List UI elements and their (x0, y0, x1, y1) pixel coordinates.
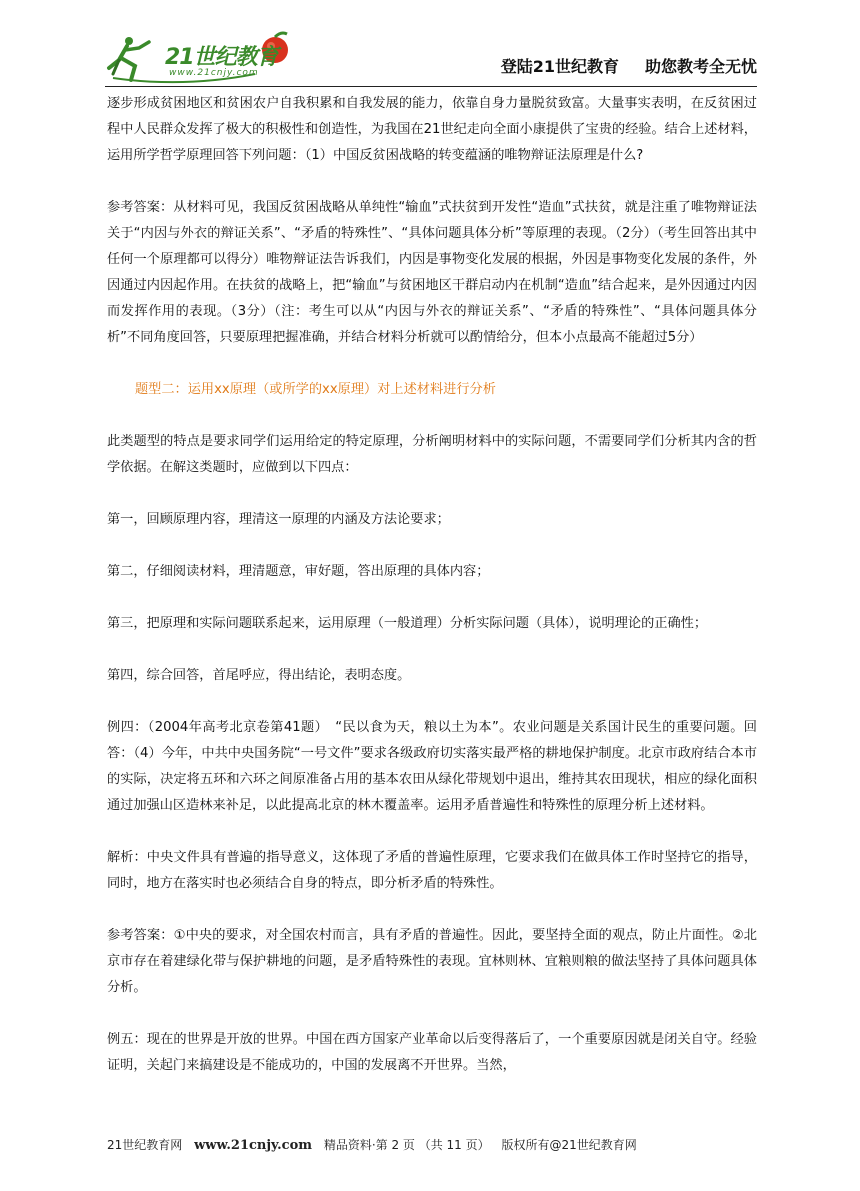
paragraph: 第一，回顾原理内容，理清这一原理的内涵及方法论要求； (107, 512, 450, 527)
footer-site: 21世纪教育网 (107, 1138, 183, 1152)
document-body (107, 91, 757, 1079)
paragraph: 参考答案：从材料可见，我国反贫困战略从单纯性“输血”式扶贫到开发性“造血”式扶贫，就是注重了唯物辩证法关于“内因与外衣的辩证关系”、“矛盾的特殊性”、“具体问题具体分析”等原理的表现。（2分）（考生回答出其中任何一个原理都可以得分）唯物辩证法告诉我们，内因是事物变化发展的根据，外因是事物变化发展的条件，外因通过内因起作用。在扶贫的战略上，把“输血”与贫困地区干群启动内在机制“造血”结合起来，是外因通过内因而发挥作用的表现。（3分）（注：考生可以从“内因与外衣的辩证关系”、“矛盾的特殊性”、“具体问题具体分析”不同角度回答，只要原理把握准确，并结合材料分析就可以酌情给分，但本小点最高不能超过5分） (107, 200, 757, 345)
slogan-right: 助您教考全无忧 (644, 57, 757, 76)
paragraph: 逐步形成贫困地区和贫困农户自我积累和自我发展的能力，依靠自身力量脱贫致富。大量事实表明，在反贫困过程中人民群众发挥了极大的积极性和创造性，为我国在21世纪走向全面小康提供了宝贵的经验。结合上述材料，运用所学哲学原理回答下列问题：（1）中国反贫困战略的转变蕴涵的唯物辩证法原理是什么? (107, 96, 757, 163)
logo-title: 21世纪教育 (165, 45, 278, 70)
paragraph: 第二，仔细阅读材料，理清题意，审好题，答出原理的具体内容； (107, 564, 490, 579)
footer-copyright: 版权所有@21世纪教育网 (501, 1138, 637, 1152)
header-divider (105, 86, 757, 87)
paragraph: 例四：（2004年高考北京卷第41题） “民以食为天，粮以土为本”。农业问题是关系国计民生的重要问题。回答：（4）今年，中共中央国务院“一号文件”要求各级政府切实落实最严格的耕地保护制度。北京市政府结合本市的实际，决定将五环和六环之间原准备占用的基本农田从绿化带规划中退出，维持其农田现状，相应的绿化面积通过加强山区造林来补足，以此提高北京的林木覆盖率。运用矛盾普遍性和特殊性的原理分析上述材料。 (107, 720, 757, 813)
blank-line (107, 897, 757, 923)
blank-line (107, 819, 757, 845)
blank-line (107, 403, 757, 429)
blank-line (107, 169, 757, 195)
blank-line (107, 689, 757, 715)
paragraph: 此类题型的特点是要求同学们运用给定的特定原理，分析阐明材料中的实际问题，不需要同学们分析其内含的哲学依据。在解这类题时，应做到以下四点： (107, 434, 757, 475)
blank-line (107, 585, 757, 611)
paragraph: 第三，把原理和实际问题联系起来，运用原理（一般道理）分析实际问题（具体），说明理论的正确性； (107, 616, 708, 631)
logo-url: www.21cnjy.com (169, 68, 259, 78)
section-title: 题型二：运用xx原理（或所学的xx原理）对上述材料进行分析 (135, 382, 496, 397)
paragraph: 第四，综合回答，首尾呼应，得出结论，表明态度。 (107, 668, 411, 683)
blank-line (107, 637, 757, 663)
page-footer (107, 1136, 757, 1153)
footer-page-info: 精品资料·第 2 页 （共 11 页） (323, 1138, 490, 1152)
footer-url: www.21cnjy.com (194, 1138, 312, 1153)
slogan-left: 登陆21世纪教育 (500, 57, 619, 76)
header-slogan (501, 54, 757, 77)
blank-line (107, 1001, 757, 1027)
paragraph: 解析：中央文件具有普遍的指导意义，这体现了矛盾的普遍性原理，它要求我们在做具体工作时坚持它的指导，同时，地方在落实时也必须结合自身的特点，即分析矛盾的特殊性。 (107, 850, 757, 891)
paragraph: 参考答案：①中央的要求，对全国农村而言，具有矛盾的普遍性。因此，要坚持全面的观点，防止片面性。②北京市存在着建绿化带与保护耕地的问题，是矛盾特殊性的表现。宜林则林、宜粮则粮的做法坚持了具体问题具体分析。 (107, 928, 757, 995)
blank-line (107, 481, 757, 507)
paragraph: 例五：现在的世界是开放的世界。中国在西方国家产业革命以后变得落后了，一个重要原因就是闭关自守。经验证明，关起门来搞建设是不能成功的，中国的发展离不开世界。当然， (107, 1032, 757, 1073)
logo (105, 28, 305, 86)
page-header (105, 28, 757, 88)
blank-line (107, 351, 757, 377)
blank-line (107, 533, 757, 559)
